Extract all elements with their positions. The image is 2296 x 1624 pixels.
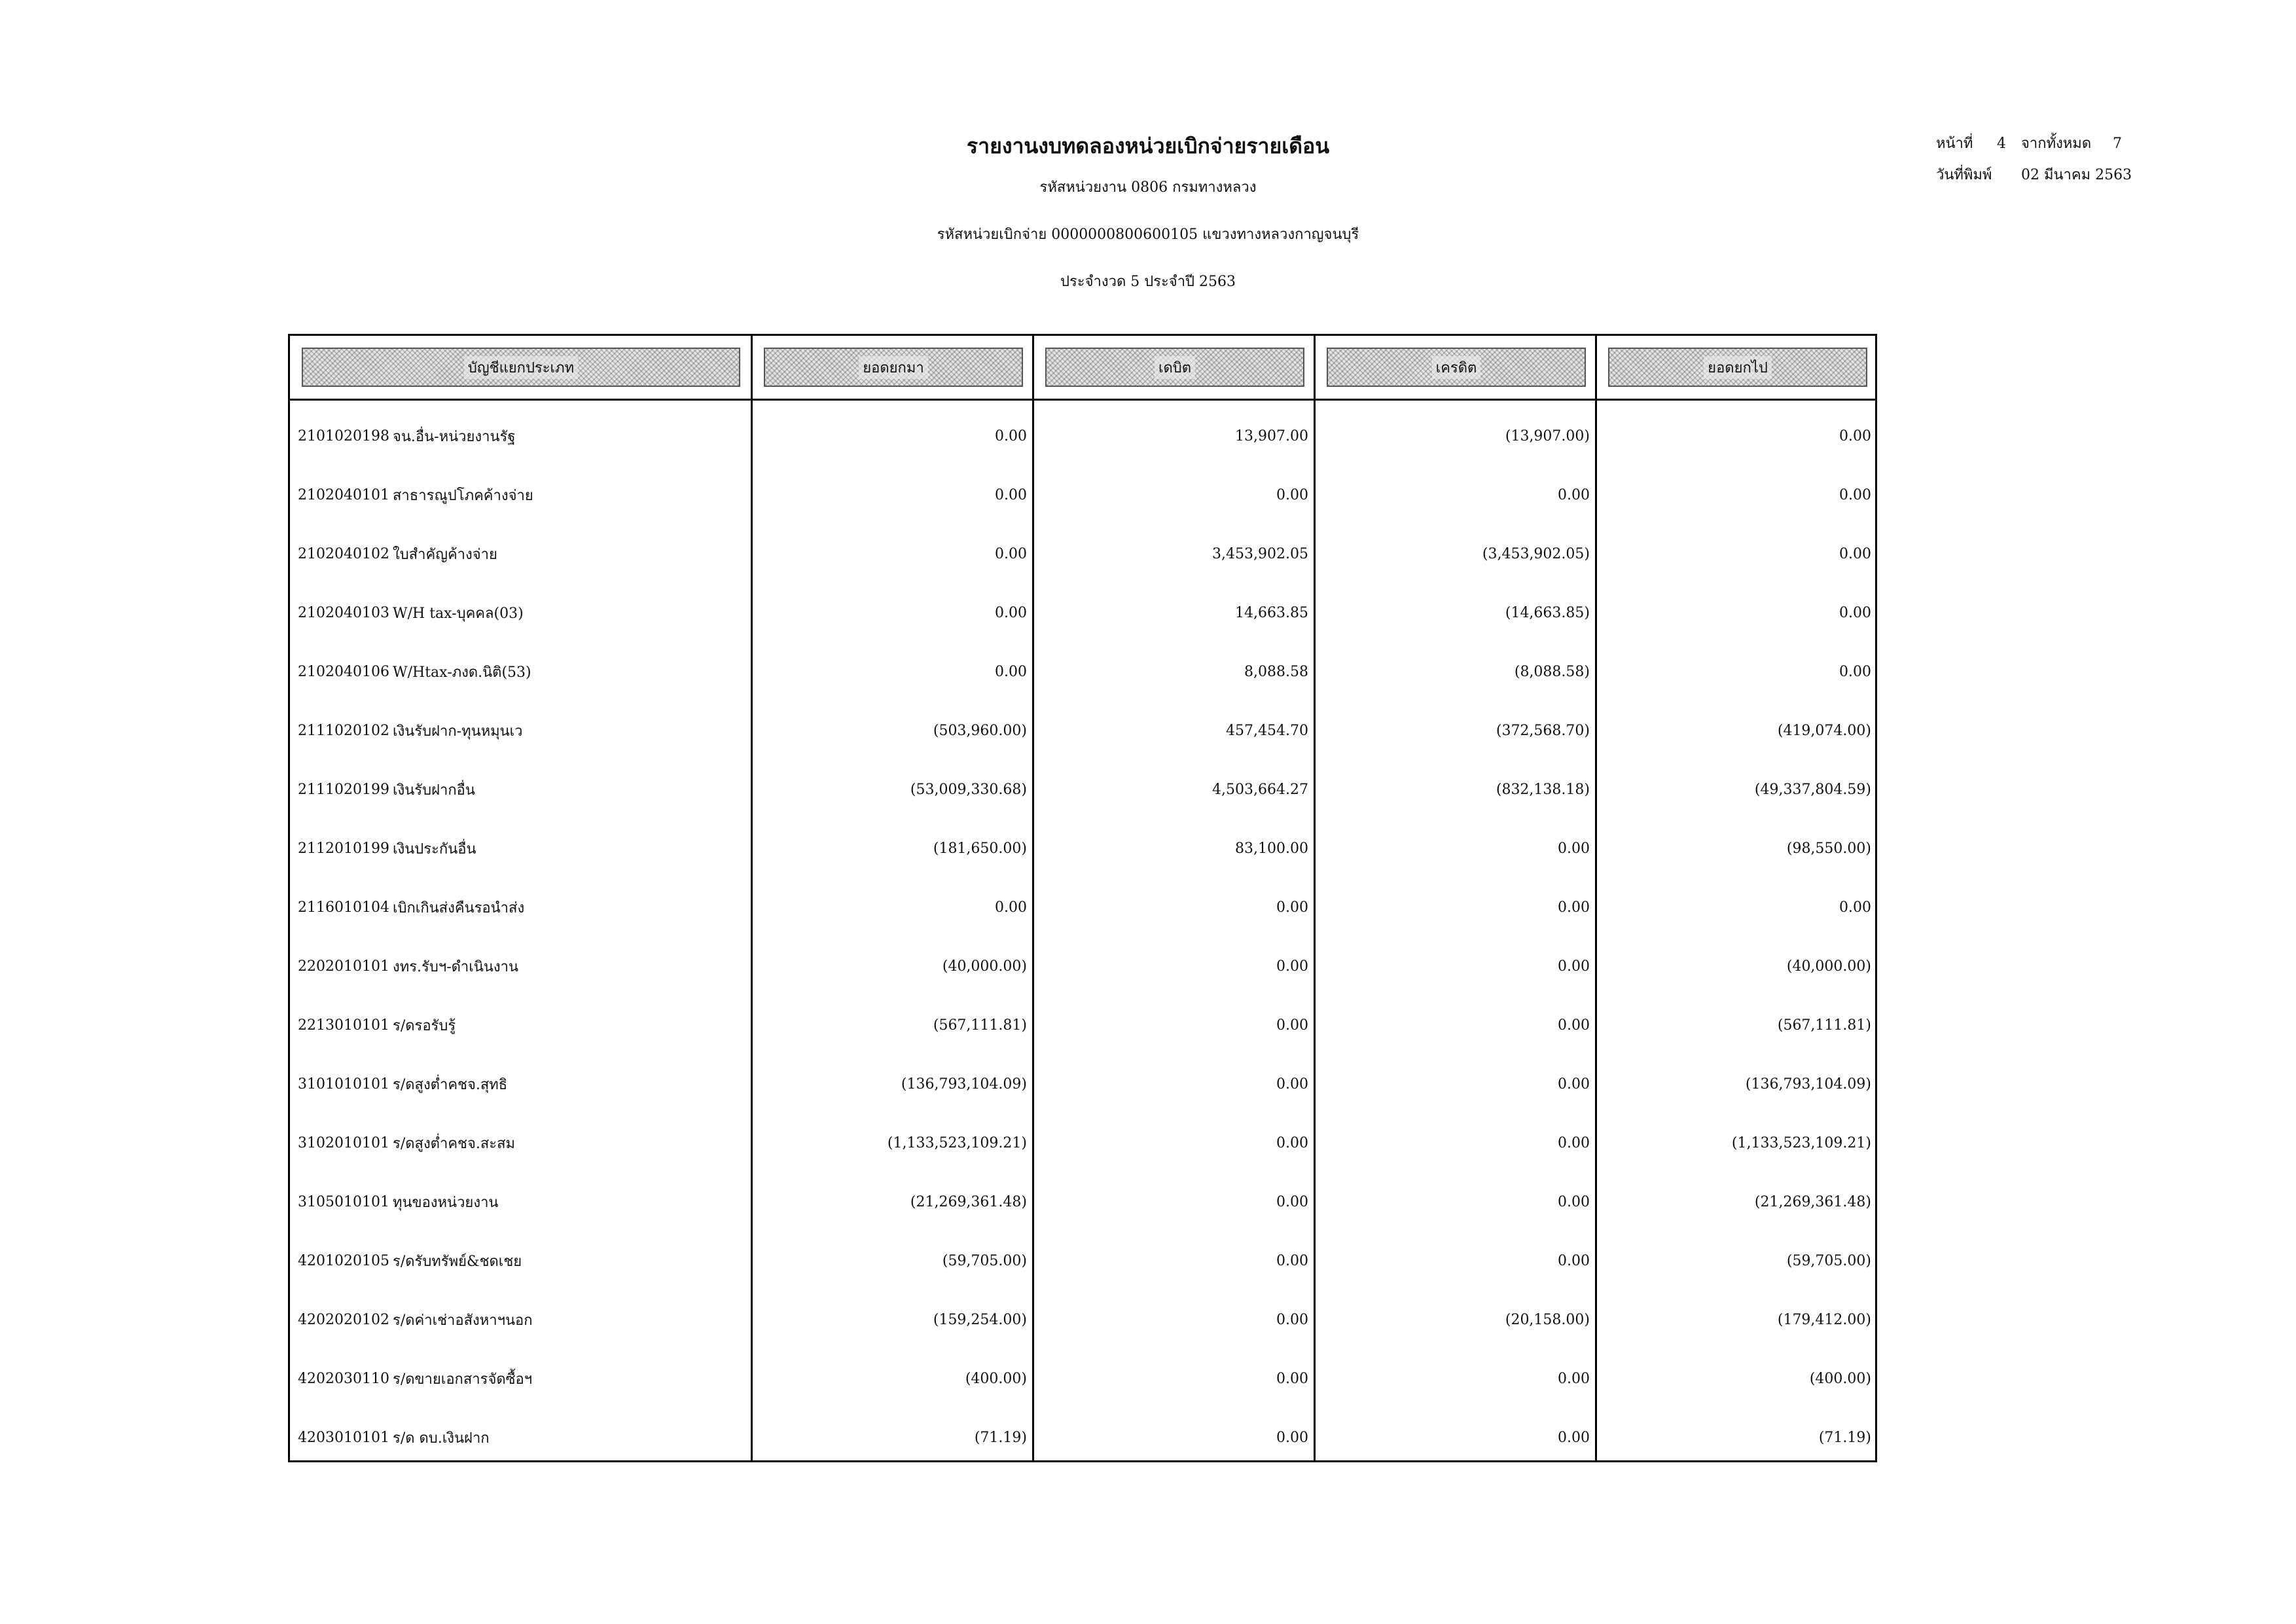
total-pages: 7 (2113, 135, 2122, 152)
table-row (290, 819, 1879, 878)
report-period: ประจำงวด 5 ประจำปี 2563 (1060, 274, 1236, 290)
brought-forward-value: (1,133,523,109.21) (887, 1134, 1027, 1151)
debit-value: 3,453,902.05 (1212, 545, 1308, 562)
print-date-label: วันที่พิมพ์ (1936, 167, 1992, 183)
account-name: W/Htax-ภงด.นิติ(53) (393, 664, 531, 681)
carried-forward-value: 0.00 (1839, 427, 1871, 444)
account-name: ร/ดรอรับรู้ (393, 1017, 456, 1034)
debit-value: 0.00 (1276, 1075, 1308, 1092)
account-name: ร/ดรับทรัพย์&ชดเชย (393, 1253, 522, 1270)
debit-value: 83,100.00 (1235, 840, 1308, 857)
carried-forward-value: (71.19) (1818, 1429, 1871, 1446)
brought-forward-value: 0.00 (995, 663, 1027, 680)
debit-value: 0.00 (1276, 1311, 1308, 1328)
account-code: 2102040103 (298, 604, 389, 621)
account-name: ร/ดสูงต่ำคชจ.สุทธิ (393, 1076, 508, 1093)
debit-value: 4,503,664.27 (1212, 781, 1308, 798)
debit-value: 0.00 (1276, 1370, 1308, 1387)
carried-forward-value: 0.00 (1839, 899, 1871, 916)
account-code: 4201020105 (298, 1252, 389, 1269)
credit-value: (832,138.18) (1496, 781, 1590, 798)
account-name: เบิกเกินส่งคืนรอนำส่ง (393, 899, 525, 916)
account-name: งทร.รับฯ-ดำเนินงาน (393, 958, 518, 975)
credit-value: 0.00 (1558, 840, 1590, 857)
account-name: จน.อื่น-หน่วยงานรัฐ (393, 428, 516, 445)
table-row (290, 524, 1879, 583)
account-code: 2111020199 (298, 781, 389, 798)
account-code: 2112010199 (298, 840, 389, 857)
account-name: ร/ดสูงต่ำคชจ.สะสม (393, 1135, 516, 1152)
carried-forward-value: (179,412.00) (1777, 1311, 1871, 1328)
account-name: ทุนของหน่วยงาน (393, 1194, 499, 1211)
credit-value: 0.00 (1558, 1252, 1590, 1269)
brought-forward-value: (40,000.00) (942, 958, 1027, 975)
page-info (1936, 128, 2132, 191)
page-number: 4 (1997, 135, 2006, 152)
credit-value: 0.00 (1558, 1370, 1590, 1387)
column-header-credit: เครดิต (1327, 348, 1586, 387)
brought-forward-value: (21,269,361.48) (910, 1193, 1027, 1210)
carried-forward-value: (400.00) (1809, 1370, 1871, 1387)
table-row (290, 1231, 1879, 1290)
carried-forward-value: 0.00 (1839, 604, 1871, 621)
disbursing-unit: รหัสหน่วยเบิกจ่าย 0000000800600105 แขวงทางหลวงกาญจนบุรี (937, 226, 1359, 243)
table-row (290, 996, 1879, 1055)
account-code: 4203010101 (298, 1429, 389, 1446)
account-code: 2102040102 (298, 545, 389, 562)
account-name: เงินรับฝาก-ทุนหมุนเว (393, 723, 523, 740)
brought-forward-value: 0.00 (995, 486, 1027, 503)
total-label: จากทั้งหมด (2021, 135, 2092, 152)
column-header-brought-forward: ยอดยกมา (764, 348, 1023, 387)
carried-forward-value: (136,793,104.09) (1745, 1075, 1871, 1092)
column-header-carried-forward: ยอดยกไป (1608, 348, 1867, 387)
debit-value: 0.00 (1276, 1134, 1308, 1151)
table-row (290, 583, 1879, 642)
table-row (290, 1113, 1879, 1172)
carried-forward-value: (419,074.00) (1777, 722, 1871, 739)
carried-forward-value: 0.00 (1839, 545, 1871, 562)
debit-value: 0.00 (1276, 899, 1308, 916)
account-name: เงินประกันอื่น (393, 840, 476, 857)
table-row (290, 642, 1879, 701)
carried-forward-value: 0.00 (1839, 486, 1871, 503)
account-code: 2111020102 (298, 722, 389, 739)
report-title: รายงานงบทดลองหน่วยเบิกจ่ายรายเดือน (966, 134, 1330, 158)
carried-forward-value: (59,705.00) (1786, 1252, 1871, 1269)
debit-value: 457,454.70 (1226, 722, 1308, 739)
account-code: 2213010101 (298, 1017, 389, 1034)
account-code: 4202020102 (298, 1311, 389, 1328)
column-header-ledger: บัญชีแยกประเภท (302, 348, 740, 387)
table-row (290, 937, 1879, 996)
credit-value: (14,663.85) (1505, 604, 1590, 621)
credit-value: 0.00 (1558, 958, 1590, 975)
account-name: สาธารณูปโภคค้างจ่าย (393, 487, 533, 504)
table-row (290, 1172, 1879, 1231)
credit-value: 0.00 (1558, 1075, 1590, 1092)
carried-forward-value: (98,550.00) (1786, 840, 1871, 857)
account-code: 2101020198 (298, 427, 389, 444)
trial-balance-table (288, 334, 1877, 1462)
brought-forward-value: (181,650.00) (933, 840, 1027, 857)
table-row (290, 1349, 1879, 1408)
brought-forward-value: (136,793,104.09) (901, 1075, 1027, 1092)
account-name: เงินรับฝากอื่น (393, 782, 475, 799)
page-label: หน้าที่ (1936, 135, 1973, 152)
credit-value: 0.00 (1558, 486, 1590, 503)
account-code: 2202010101 (298, 958, 389, 975)
debit-value: 0.00 (1276, 1252, 1308, 1269)
debit-value: 8,088.58 (1244, 663, 1308, 680)
table-row (290, 406, 1879, 465)
account-code: 4202030110 (298, 1370, 389, 1387)
credit-value: 0.00 (1558, 1193, 1590, 1210)
brought-forward-value: (59,705.00) (942, 1252, 1027, 1269)
header-divider (290, 399, 1875, 401)
brought-forward-value: (159,254.00) (933, 1311, 1027, 1328)
account-code: 3105010101 (298, 1193, 389, 1210)
account-name: ร/ด ดบ.เงินฝาก (393, 1430, 490, 1447)
table-row (290, 1055, 1879, 1113)
table-row (290, 1290, 1879, 1349)
carried-forward-value: (567,111.81) (1777, 1017, 1871, 1034)
credit-value: (20,158.00) (1505, 1311, 1590, 1328)
account-code: 2102040101 (298, 486, 389, 503)
debit-value: 0.00 (1276, 958, 1308, 975)
debit-value: 0.00 (1276, 1193, 1308, 1210)
debit-value: 0.00 (1276, 1017, 1308, 1034)
brought-forward-value: 0.00 (995, 427, 1027, 444)
credit-value: 0.00 (1558, 1134, 1590, 1151)
table-row (290, 465, 1879, 524)
credit-value: 0.00 (1558, 1017, 1590, 1034)
account-name: ใบสำคัญค้างจ่าย (393, 546, 497, 563)
account-code: 3101010101 (298, 1075, 389, 1092)
print-date: 02 มีนาคม 2563 (2021, 167, 2132, 183)
brought-forward-value: (400.00) (965, 1370, 1027, 1387)
brought-forward-value: (71.19) (974, 1429, 1027, 1446)
account-name: ร/ดขายเอกสารจัดซื้อฯ (393, 1371, 533, 1388)
brought-forward-value: 0.00 (995, 545, 1027, 562)
debit-value: 0.00 (1276, 1429, 1308, 1446)
table-row (290, 701, 1879, 760)
account-name: ร/ดค่าเช่าอสังหาฯนอก (393, 1312, 533, 1329)
credit-value: (372,568.70) (1496, 722, 1590, 739)
credit-value: 0.00 (1558, 899, 1590, 916)
brought-forward-value: (503,960.00) (933, 722, 1027, 739)
brought-forward-value: 0.00 (995, 604, 1027, 621)
brought-forward-value: (567,111.81) (933, 1017, 1027, 1034)
carried-forward-value: (40,000.00) (1786, 958, 1871, 975)
table-row (290, 1408, 1879, 1467)
column-header-debit: เดบิต (1045, 348, 1304, 387)
debit-value: 13,907.00 (1235, 427, 1308, 444)
table-row (290, 878, 1879, 937)
credit-value: (8,088.58) (1514, 663, 1590, 680)
carried-forward-value: (49,337,804.59) (1754, 781, 1871, 798)
credit-value: (3,453,902.05) (1482, 545, 1590, 562)
carried-forward-value: (21,269,361.48) (1754, 1193, 1871, 1210)
credit-value: 0.00 (1558, 1429, 1590, 1446)
table-row (290, 760, 1879, 819)
debit-value: 14,663.85 (1235, 604, 1308, 621)
debit-value: 0.00 (1276, 486, 1308, 503)
account-code: 3102010101 (298, 1134, 389, 1151)
carried-forward-value: 0.00 (1839, 663, 1871, 680)
brought-forward-value: 0.00 (995, 899, 1027, 916)
carried-forward-value: (1,133,523,109.21) (1731, 1134, 1871, 1151)
account-code: 2116010104 (298, 899, 389, 916)
account-code: 2102040106 (298, 663, 389, 680)
brought-forward-value: (53,009,330.68) (910, 781, 1027, 798)
account-name: W/H tax-บุคคล(03) (393, 605, 524, 622)
agency-code: รหัสหน่วยงาน 0806 กรมทางหลวง (1039, 179, 1257, 196)
credit-value: (13,907.00) (1505, 427, 1590, 444)
